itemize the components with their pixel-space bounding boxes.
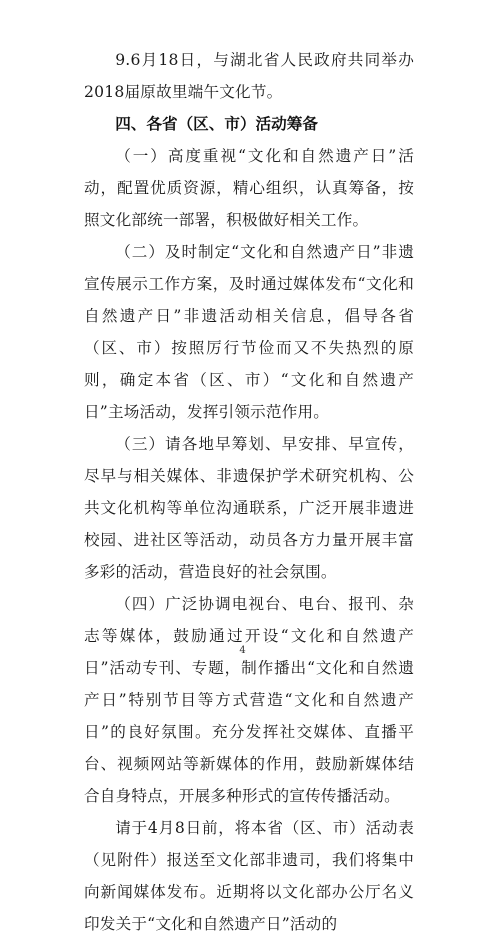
document-body (84, 44, 414, 940)
paragraph-1: （一）高度重视“文化和自然遗产日”活动，配置优质资源，精心组织，认真筹备，按照文化部统一部署，积极做好相关工作。 (84, 147, 414, 229)
page-number: 4 (239, 645, 246, 656)
paragraph-3: （三）请各地早筹划、早安排、早宣传，尽早与相关媒体、非遗保护学术研究机构、公共文化机构等单位沟通联系，广泛开展非遗进校园、进社区等活动，动员各方力量开展丰富多彩的活动，营造良好的社会氛围。 (84, 435, 414, 581)
section-heading-4: 四、各省（区、市）活动筹备 (115, 115, 318, 133)
paragraph-2: （二）及时制定“文化和自然遗产日”非遗宣传展示工作方案，及时通过媒体发布“文化和自然遗产日”非遗活动相关信息，倡导各省（区、市）按照厉行节俭而又不失热烈的原则，确定本省（区、市）“文化和自然遗产日”主场活动，发挥引领示范作用。 (84, 243, 414, 421)
paragraph-closing: 请于4月8日前，将本省（区、市）活动表（见附件）报送至文化部非遗司，我们将集中向新闻媒体发布。近期将以文化部办公厅名义印发关于“文化和自然遗产日”活动的 (84, 819, 414, 933)
paragraph-item-9: 9.6月18日，与湖北省人民政府共同举办2018届原故里端午文化节。 (84, 51, 414, 101)
paragraph-4: （四）广泛协调电视台、电台、报刊、杂志等媒体，鼓励通过开设“文化和自然遗产日”活动专刊、专题，制作播出“文化和自然遗产日”特别节目等方式营造“文化和自然遗产日”的良好氛围。充分发挥社交媒体、直播平台、视频网站等新媒体的作用，鼓励新媒体结合自身特点，开展多种形式的宣传传播活动。 (84, 595, 414, 805)
